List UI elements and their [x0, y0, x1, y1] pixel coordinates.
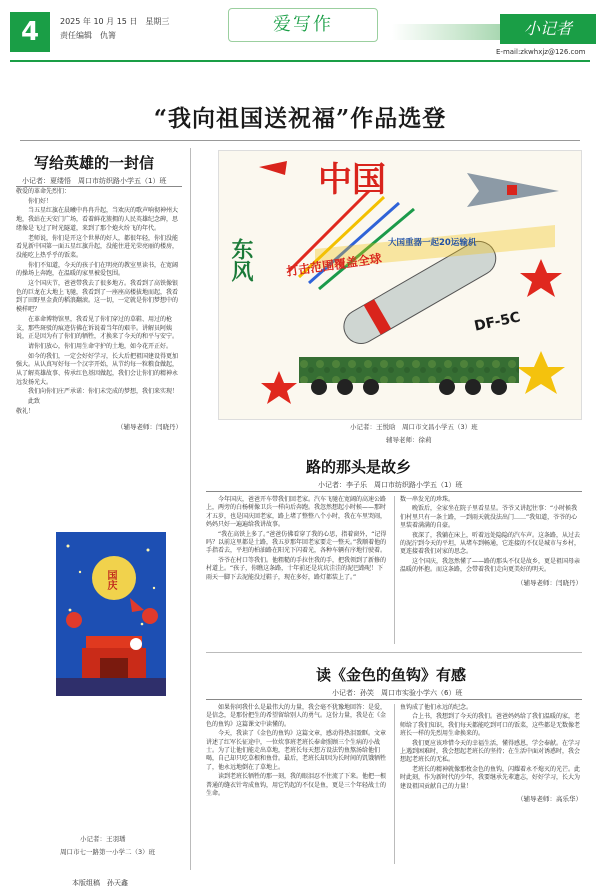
letter-body: [16, 188, 182, 432]
poster-missile-code: DF-5C: [472, 309, 522, 335]
letter-paragraph: 你们好！: [28, 197, 53, 205]
fish-paragraph: 老班长的精神就像那枚金色的鱼钩，闪耀着永不熄灭的光芒。此时此刻，作为新时代的少年，我要继承先辈遗志，好好学习，长大为建设祖国贡献自己的力量！: [400, 765, 581, 790]
fish-paragraph: 今天，我读了《金色的鱼钩》这篇文章，感动得热泪盈眶。文章讲述了红军长征途中，一位炊事班老班长奉命照顾三个生病的小战士。为了让他们能走出草地，老班长每天想方设法钓鱼熬汤给他们喝，自己却只吃草根和鱼骨。最后，老班长却因为长时间的饥饿牺牲了，他永远地倒在了草地上。: [206, 730, 387, 771]
poster-missile-tutor: 辅导老师：徐莉: [386, 436, 432, 444]
letter-paragraph: 你们不知道，今天的孩子们在明亮的教室里读书，在宽阔的操场上奔跑，在温暖的家里被爱包围。: [16, 261, 179, 278]
poster-missile-svg: [219, 151, 582, 420]
letter-paragraph: 我们向你们庄严承诺：你们未完成的梦想，我们来实现！: [28, 388, 179, 396]
header-divider: [10, 60, 590, 62]
road-column-1: [206, 496, 388, 583]
poster-night-text: 国庆: [105, 570, 116, 590]
letter-title: 写给英雄的一封信: [34, 154, 155, 172]
letter-paragraph: 老师说，你们是开这个世界的好人，都很年轻，你们没能看见新中国第一面五星红旗升起，没能住进光荣亮丽的楼房，没能吃上热乎乎的饭菜。: [16, 234, 179, 259]
road-title: 路的那头是故乡: [306, 458, 412, 476]
fish-tutor: （辅导老师：高乐华）: [517, 795, 582, 804]
road-paragraph: 晚饭后，全家坐在院子里看星星。爷爷又讲起往事：“小时候我们村里只有一条土路，一到雨天就没法出门……”我知道，爷爷的心里装着满满的自豪。: [400, 505, 578, 530]
road-paragraph: 爷爷在村口等我们。他粗糙的手拉住我的手，把我领到了新修的村道上。“孩子，你瞧这条路，十年前还是坑坑洼洼的泥巴路呢！下雨天一脚下去泥能没过鞋子，现在多好，路灯都装上了。”: [206, 556, 387, 581]
letter-paragraph: 在革命博物馆里，我看见了你们穿过的草鞋、用过的枪支，那些斑驳的痕迹仿佛在诉说着当年的艰辛。讲解员阿姨说，正是因为有了你们的牺牲，才换来了今天的和平与安宁。: [16, 315, 179, 341]
fish-paragraph: 如果你问我什么是最伟大的力量，我会毫不犹豫地回答：是爱，是信念，是那份把生的希望留给别人的勇气。这份力量，我是在《金色的鱼钩》这篇课文中读懂的。: [206, 704, 387, 728]
page-title: “我向祖国送祝福”作品选登: [153, 105, 447, 132]
letter-byline: 小记者：夏缕悟 周口市纺织路小学五（1）班: [22, 177, 167, 185]
poster-slogan: 打击范围覆盖全球: [285, 251, 383, 279]
poster-night-svg: [56, 532, 166, 696]
letter-tutor: （辅导老师：闫晓丹）: [117, 422, 182, 431]
section-title: 爱写作: [228, 8, 378, 42]
letter-paragraph: 敬爱的革命先烈们：: [16, 188, 71, 195]
lantern-icon: [66, 612, 82, 628]
fish-paragraph: 读到老班长牺牲的那一刻，我的眼泪忍不住流了下来。他把一根普通的缝衣针弯成鱼钩，用它钓起的不仅是鱼，更是三个年轻战士的生命。: [206, 773, 387, 798]
column-divider: [190, 148, 191, 870]
road-column-divider: [394, 496, 395, 644]
poster-night-caption-class: 周口市七一路第一小学二（3）班: [60, 848, 156, 856]
fish-title: 读《金色的鱼钩》有感: [316, 666, 467, 684]
letter-rule: [16, 186, 182, 187]
title-divider: [20, 140, 580, 141]
letter-paragraph: 此致: [28, 398, 41, 406]
fish-paragraph: 鱼钩成了他们永远的纪念。: [400, 704, 473, 711]
masthead: [0, 0, 600, 62]
fish-column-divider: [394, 704, 395, 864]
poster-side-text: 大国重器一起20运输机: [388, 238, 477, 248]
poster-missile-artwork: [218, 150, 582, 420]
poster-df-text: 东风: [228, 238, 254, 282]
road-paragraph: 今年国庆，爸爸开车带我们回老家。汽车飞驰在宽阔的高速公路上，两旁的白杨树像卫兵一样向后奔跑。我忽然想起小时候——那时才五岁，也是国庆回老家，路上堵了整整八个小时，我在车里哭闹，妈妈只好一遍遍给我讲故事。: [206, 496, 387, 529]
page-number: 4: [10, 12, 50, 52]
section-divider: [206, 652, 582, 653]
poster-night-caption: 小记者：王羽璠: [80, 835, 126, 843]
email-address: E-mail:zkwhxjz@126.com: [496, 48, 586, 56]
date-line: 2025 年 10 月 15 日 星期三: [60, 17, 170, 26]
fish-column-2: [400, 704, 582, 804]
road-paragraph: 数一串发光的珍珠。: [400, 496, 455, 503]
poster-missile-caption: 小记者：王悦晗 周口市文昌小学五（3）班: [350, 423, 478, 431]
road-column-2: [400, 496, 582, 588]
poster-china-text: 中国: [318, 160, 386, 200]
brand-logo: 小记者: [500, 14, 596, 44]
fish-rule: [206, 699, 582, 700]
letter-paragraph: 请你们放心，你们用生命守护的土地，如今花开正好。: [28, 342, 173, 350]
fish-paragraph: 我们更应该珍惜今天的幸福生活，懂得感恩，学会奉献。在学习上遇到困难时，我会想起老班长的坚持；在生活中面对诱惑时，我会想起老班长的无私。: [400, 739, 581, 764]
road-paragraph: 夜深了，我躺在床上，听着远处隐隐的汽车声。这条路，从过去的泥泞到今天的平坦，从堵车到畅通，它连接的不仅是城市与乡村，更连接着我们对家的思念。: [400, 531, 581, 556]
letter-paragraph: 敬礼！: [16, 407, 35, 415]
fish-paragraph: 合上书，我想到了今天的我们。爸爸妈妈给了我们温暖的家，老师给了我们知识，我们每天都能吃到可口的饭菜，这些都是无数像老班长一样的先烈用生命换来的。: [400, 713, 581, 738]
poster-night-artwork: [56, 532, 166, 696]
rabbit-icon: [130, 638, 142, 650]
road-paragraph: 这个国庆，我忽然懂了——路的那头不仅是故乡，更是祖国母亲温暖的怀抱。而这条路，会带着我们走向更美好的明天。: [400, 557, 581, 574]
fish-column-1: [206, 704, 388, 799]
letter-paragraph: 如今的我们，一定会好好学习，长大后把祖国建设得更加强大。从认真写好每一个汉字开始，从节约每一粒粮食做起，从了解英雄故事、传承红色基因做起，我们会让你们的精神永远发扬光大。: [16, 352, 179, 386]
fish-byline: 小记者：孙笑 周口市实验小学六（6）班: [332, 689, 463, 697]
page-footer: 本版组稿 孙天鑫: [72, 879, 128, 887]
letter-paragraph: 当五星红旗在晨曦中冉冉升起，当欢庆的歌声响彻神州大地，我站在天安门广场，看着鲜花簇拥的人民英雄纪念碑，思绪像是飞过了时光隧道，来到了那个炮火纷飞的年代。: [16, 207, 179, 232]
lantern-icon: [142, 608, 158, 624]
editor-line: 责任编辑 仇箐: [60, 31, 116, 40]
road-paragraph: “我在高铁上多了。”爸爸仿佛看穿了我的心思，指着窗外，“记得吗？以前这里都是土路，我五岁那年回老家要走一整天。”我顺着他的手指看去，平坦的柏油路在阳光下闪着光，各种车辆有序地行驶着。: [206, 530, 387, 555]
road-tutor: （辅导老师：闫晓丹）: [517, 578, 582, 587]
road-byline: 小记者：李子乐 周口市纺织路小学五（1）班: [318, 481, 463, 489]
letter-paragraph: 这个国庆节，爸爸带我去了很多地方。我看到了高铁像银色的巨龙在大地上飞驰，我看到了一座座高楼拔地而起，我看到了田野里金黄的稻浪翻滚。这一切，一定就是你们梦想中的模样吧？: [16, 280, 179, 314]
road-rule: [206, 491, 582, 492]
